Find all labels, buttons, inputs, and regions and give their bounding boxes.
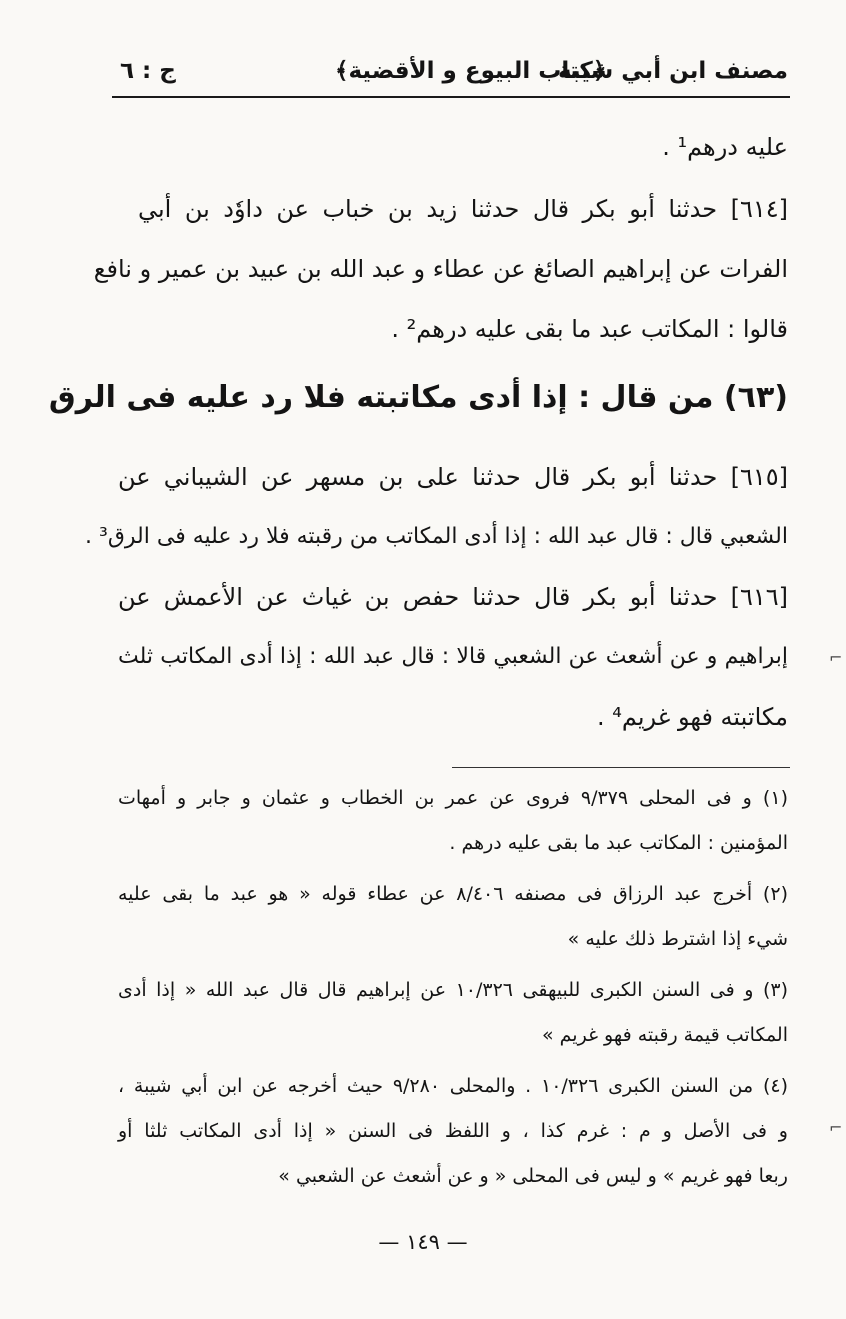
- hadith-614-line-2: الفرات عن إبراهيم الصائغ عن عطاء و عبد الله بن عبيد بن عمير و نافع: [93, 255, 788, 283]
- hadith-616-line-1: [٦١٦] حدثنا أبو بكر قال حدثنا حفص بن غياث عن الأعمش عن: [118, 583, 788, 611]
- hadith-616-line-2: إبراهيم و عن أشعث عن الشعبي قالا : قال عبد الله : إذا أدى المكاتب ثلث: [118, 644, 788, 669]
- book-title: ﴿كتاب البيوع و الأقضية﴾: [335, 58, 607, 84]
- hadith-614-line-1: [٦١٤] حدثنا أبو بكر قال حدثنا زيد بن خباب عن داوٗد بن أبي: [138, 195, 788, 223]
- page-number: — ١٤٩ —: [378, 1230, 468, 1254]
- footnote-2-line-1: (٢) أخرج عبد الرزاق فى مصنفه ٨/٤٠٦ عن عطاء قوله « هو عبد ما بقى عليه: [118, 883, 788, 905]
- footnote-4-line-1: (٤) من السنن الكبرى ١٠/٣٢٦ . والمحلى ٩/٢٨٠ حيث أخرجه عن ابن أبي شيبة ،: [118, 1075, 789, 1097]
- footnote-1-line-1: (١) و فى المحلى ٩/٣٧٩ فروى عن عمر بن الخطاب و عثمان و جابر و أمهات: [118, 787, 788, 809]
- hadith-614-line-3: قالوا : المكاتب عبد ما بقى عليه درهم² .: [391, 315, 788, 343]
- footnote-rule: [452, 767, 790, 768]
- hadith-615-line-1: [٦١٥] حدثنا أبو بكر قال حدثنا على بن مسهر عن الشيباني عن: [118, 463, 788, 491]
- margin-mark: ⌐: [829, 1118, 843, 1137]
- footnote-3-line-1: (٣) و فى السنن الكبرى للبيهقى ١٠/٣٢٦ عن إبراهيم قال قال عبد الله « إذا أدى: [118, 979, 789, 1001]
- footnote-2-line-2: شيء إذا اشترط ذلك عليه »: [567, 928, 788, 950]
- header-rule: [112, 96, 790, 98]
- footnote-3-line-2: المكاتب قيمة رقبته فهو غريم »: [541, 1024, 788, 1046]
- hadith-615-line-2: الشعبي قال : قال عبد الله : إذا أدى المكاتب من رقبته فلا رد عليه فى الرق³ .: [85, 524, 788, 549]
- body-line-1: عليه درهم¹ .: [662, 133, 788, 161]
- footnote-4-line-3: ربعا فهو غريم » و ليس فى المحلى « و عن أشعث عن الشعبي »: [278, 1165, 788, 1187]
- footnote-4-line-2: و فى الأصل و م : غرم كذا ، و اللفظ فى السنن « إذا أدى المكاتب ثلثا أو: [118, 1120, 788, 1142]
- hadith-616-line-3: مكاتبته فهو غريم⁴ .: [597, 703, 788, 731]
- margin-mark: ⌐: [829, 648, 843, 667]
- volume-label: ج : ٦: [120, 58, 176, 84]
- footnote-1-line-2: المؤمنين : المكاتب عبد ما بقى عليه درهم .: [449, 832, 788, 854]
- work-title: مصنف ابن أبي شيبة: [557, 58, 788, 84]
- chapter-heading: (٦٣) من قال : إذا أدى مكاتبته فلا رد عليه فى الرق: [48, 380, 788, 415]
